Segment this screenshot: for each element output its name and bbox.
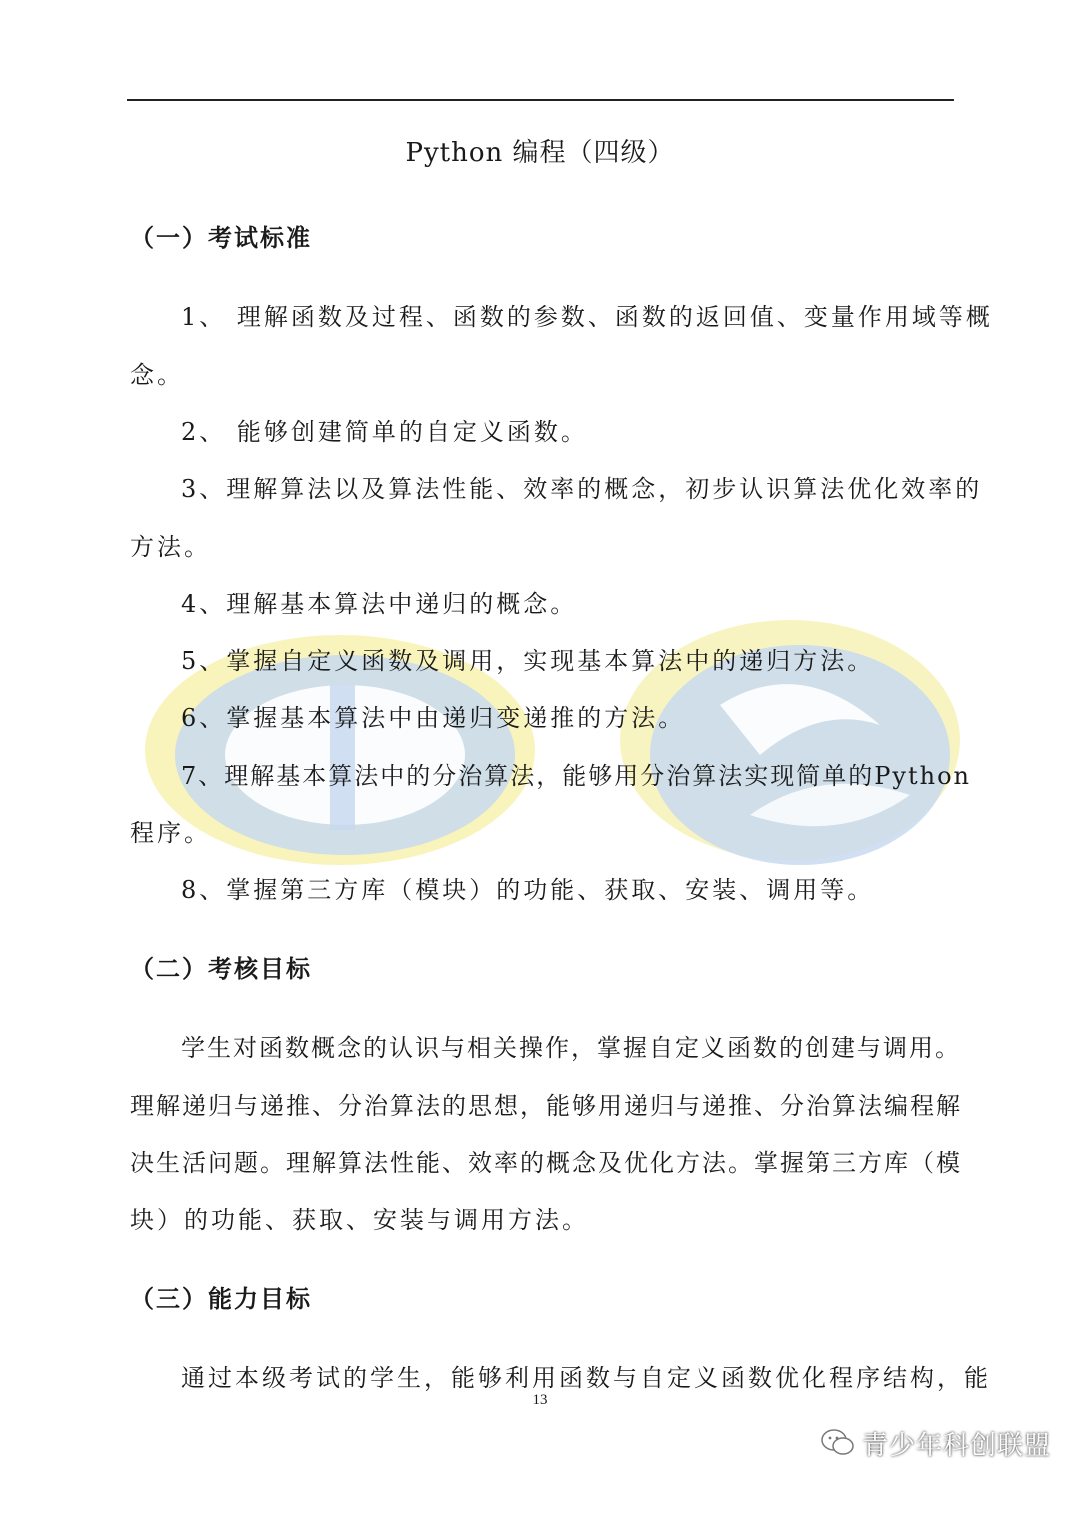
page-title: Python 编程（四级） bbox=[405, 138, 675, 168]
wechat-icon bbox=[820, 1428, 856, 1458]
standard-line: 念。 bbox=[130, 361, 184, 389]
objective-line: 块）的功能、获取、安装与调用方法。 bbox=[130, 1206, 589, 1234]
ability-line: 通过本级考试的学生，能够利用函数与自定义函数优化程序结构，能 bbox=[181, 1364, 991, 1392]
standard-line: 7、理解基本算法中的分治算法，能够用分治算法实现简单的Python bbox=[181, 762, 971, 790]
standard-line: 方法。 bbox=[130, 533, 211, 561]
objective-line: 学生对函数概念的认识与相关操作，掌握自定义函数的创建与调用。 bbox=[181, 1034, 961, 1062]
standard-line: 程序。 bbox=[130, 819, 211, 847]
standard-line: 5、掌握自定义函数及调用，实现基本算法中的递归方法。 bbox=[181, 647, 875, 675]
objective-line: 理解递归与递推、分治算法的思想，能够用递归与递推、分治算法编程解 bbox=[130, 1092, 962, 1120]
footer-watermark bbox=[820, 1425, 1051, 1461]
objective-line: 决生活问题。理解算法性能、效率的概念及优化方法。掌握第三方库（模 bbox=[130, 1149, 962, 1177]
section-heading-objectives: （二）考核目标 bbox=[130, 954, 312, 983]
section-heading-standards: （一）考试标准 bbox=[130, 223, 312, 252]
standard-line: 8、掌握第三方库（模块）的功能、获取、安装、调用等。 bbox=[181, 876, 875, 904]
page-number: 13 bbox=[532, 1392, 548, 1408]
standard-line: 1、 理解函数及过程、函数的参数、函数的返回值、变量作用域等概 bbox=[181, 303, 993, 331]
standard-line: 6、掌握基本算法中由递归变递推的方法。 bbox=[181, 704, 686, 732]
standard-line: 2、 能够创建简单的自定义函数。 bbox=[181, 418, 588, 446]
footer-text: 青少年科创联盟 bbox=[862, 1430, 1052, 1461]
standard-line: 4、理解基本算法中递归的概念。 bbox=[181, 590, 578, 618]
section-heading-abilities: （三）能力目标 bbox=[130, 1284, 312, 1313]
top-rule bbox=[127, 99, 954, 101]
standard-line: 3、理解算法以及算法性能、效率的概念，初步认识算法优化效率的 bbox=[181, 475, 983, 503]
